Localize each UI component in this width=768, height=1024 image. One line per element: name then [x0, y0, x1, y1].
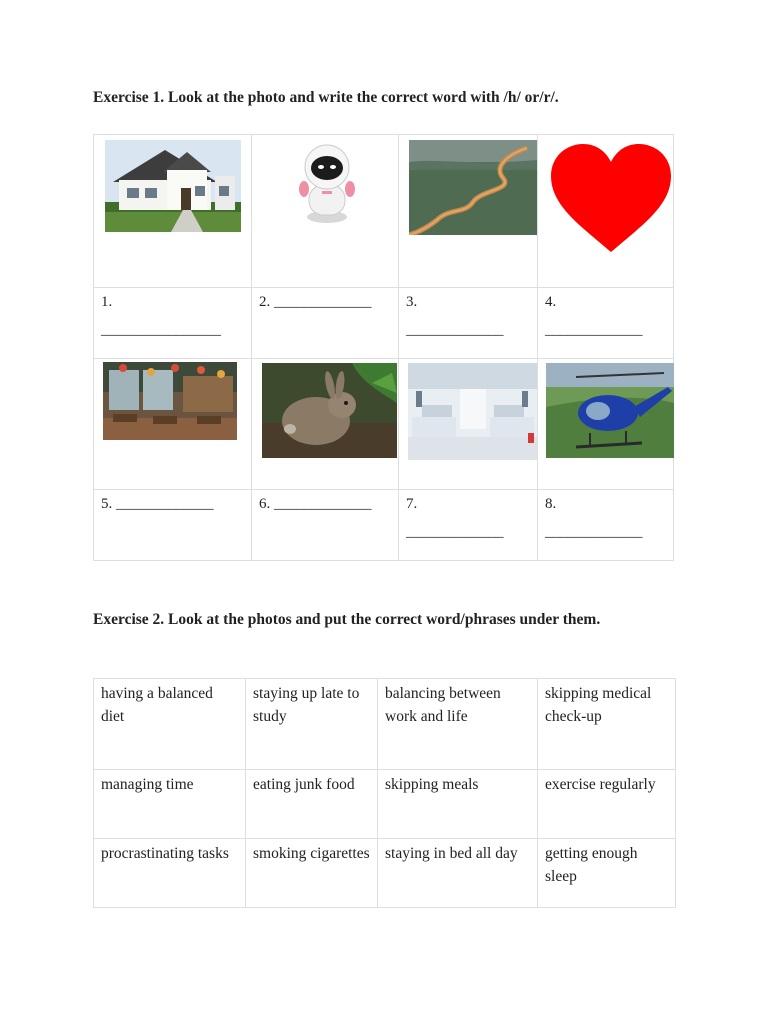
- answer-cell-5: [94, 490, 252, 561]
- answer-number: 6.: [259, 496, 271, 512]
- phrase-cell: getting enough sleep: [538, 839, 676, 908]
- heart-picture: [549, 142, 673, 254]
- phrase-cell: staying in bed all day: [378, 839, 538, 908]
- answer-blank[interactable]: _____________: [406, 322, 504, 338]
- answer-number: 5.: [101, 496, 113, 512]
- rabbit-photo: [262, 363, 397, 458]
- house-photo: [105, 140, 241, 232]
- phrase-cell: staying up late to study: [246, 679, 378, 770]
- answer-number: 4.: [545, 294, 557, 310]
- phrase-cell: skipping meals: [378, 770, 538, 839]
- picture-cell: [252, 135, 399, 288]
- answer-blank[interactable]: _____________: [406, 524, 504, 540]
- answer-blank[interactable]: _____________: [545, 524, 643, 540]
- phrase-cell: skipping medical check-up: [538, 679, 676, 770]
- phrase-cell: exercise regularly: [538, 770, 676, 839]
- phrase-cell: balancing between work and life: [378, 679, 538, 770]
- restaurant-photo: [103, 362, 237, 440]
- answer-cell-7: [399, 490, 538, 561]
- picture-cell: [94, 135, 252, 288]
- phrase-cell: eating junk food: [246, 770, 378, 839]
- answer-blank[interactable]: _____________: [545, 322, 643, 338]
- answer-number: 7.: [406, 496, 418, 512]
- answer-cell-4: [538, 288, 674, 359]
- exercise-2-title: Exercise 2. Look at the photos and put the correct word/phrases under them.: [93, 611, 601, 628]
- answer-cell-8: [538, 490, 674, 561]
- hospital-photo: [408, 363, 537, 460]
- answer-cell-1: [94, 288, 252, 359]
- answer-blank[interactable]: _____________: [274, 496, 372, 512]
- phrase-cell: smoking cigarettes: [246, 839, 378, 908]
- river-photo: [409, 140, 537, 235]
- picture-cell: [538, 359, 674, 490]
- phrase-cell: having a balanced diet: [94, 679, 246, 770]
- picture-cell: [94, 359, 252, 490]
- answer-cell-2: [252, 288, 399, 359]
- phrase-cell: procrastinating tasks: [94, 839, 246, 908]
- robot-photo: [292, 141, 362, 225]
- answer-number: 1.: [101, 294, 113, 310]
- exercise-2-phrase-table: [93, 678, 676, 908]
- helicopter-photo: [546, 363, 674, 458]
- answer-number: 3.: [406, 294, 418, 310]
- picture-cell: [538, 135, 674, 288]
- answer-cell-6: [252, 490, 399, 561]
- picture-cell: [399, 135, 538, 288]
- answer-number: 2.: [259, 294, 271, 310]
- picture-cell: [252, 359, 399, 490]
- answer-blank[interactable]: ________________: [101, 322, 221, 338]
- exercise-1-table: [93, 134, 674, 561]
- answer-blank[interactable]: _____________: [274, 294, 372, 310]
- picture-cell: [399, 359, 538, 490]
- answer-cell-3: [399, 288, 538, 359]
- answer-number: 8.: [545, 496, 557, 512]
- exercise-1-title: Exercise 1. Look at the photo and write the correct word with /h/ or/r/.: [93, 89, 559, 106]
- answer-blank[interactable]: _____________: [116, 496, 214, 512]
- phrase-cell: managing time: [94, 770, 246, 839]
